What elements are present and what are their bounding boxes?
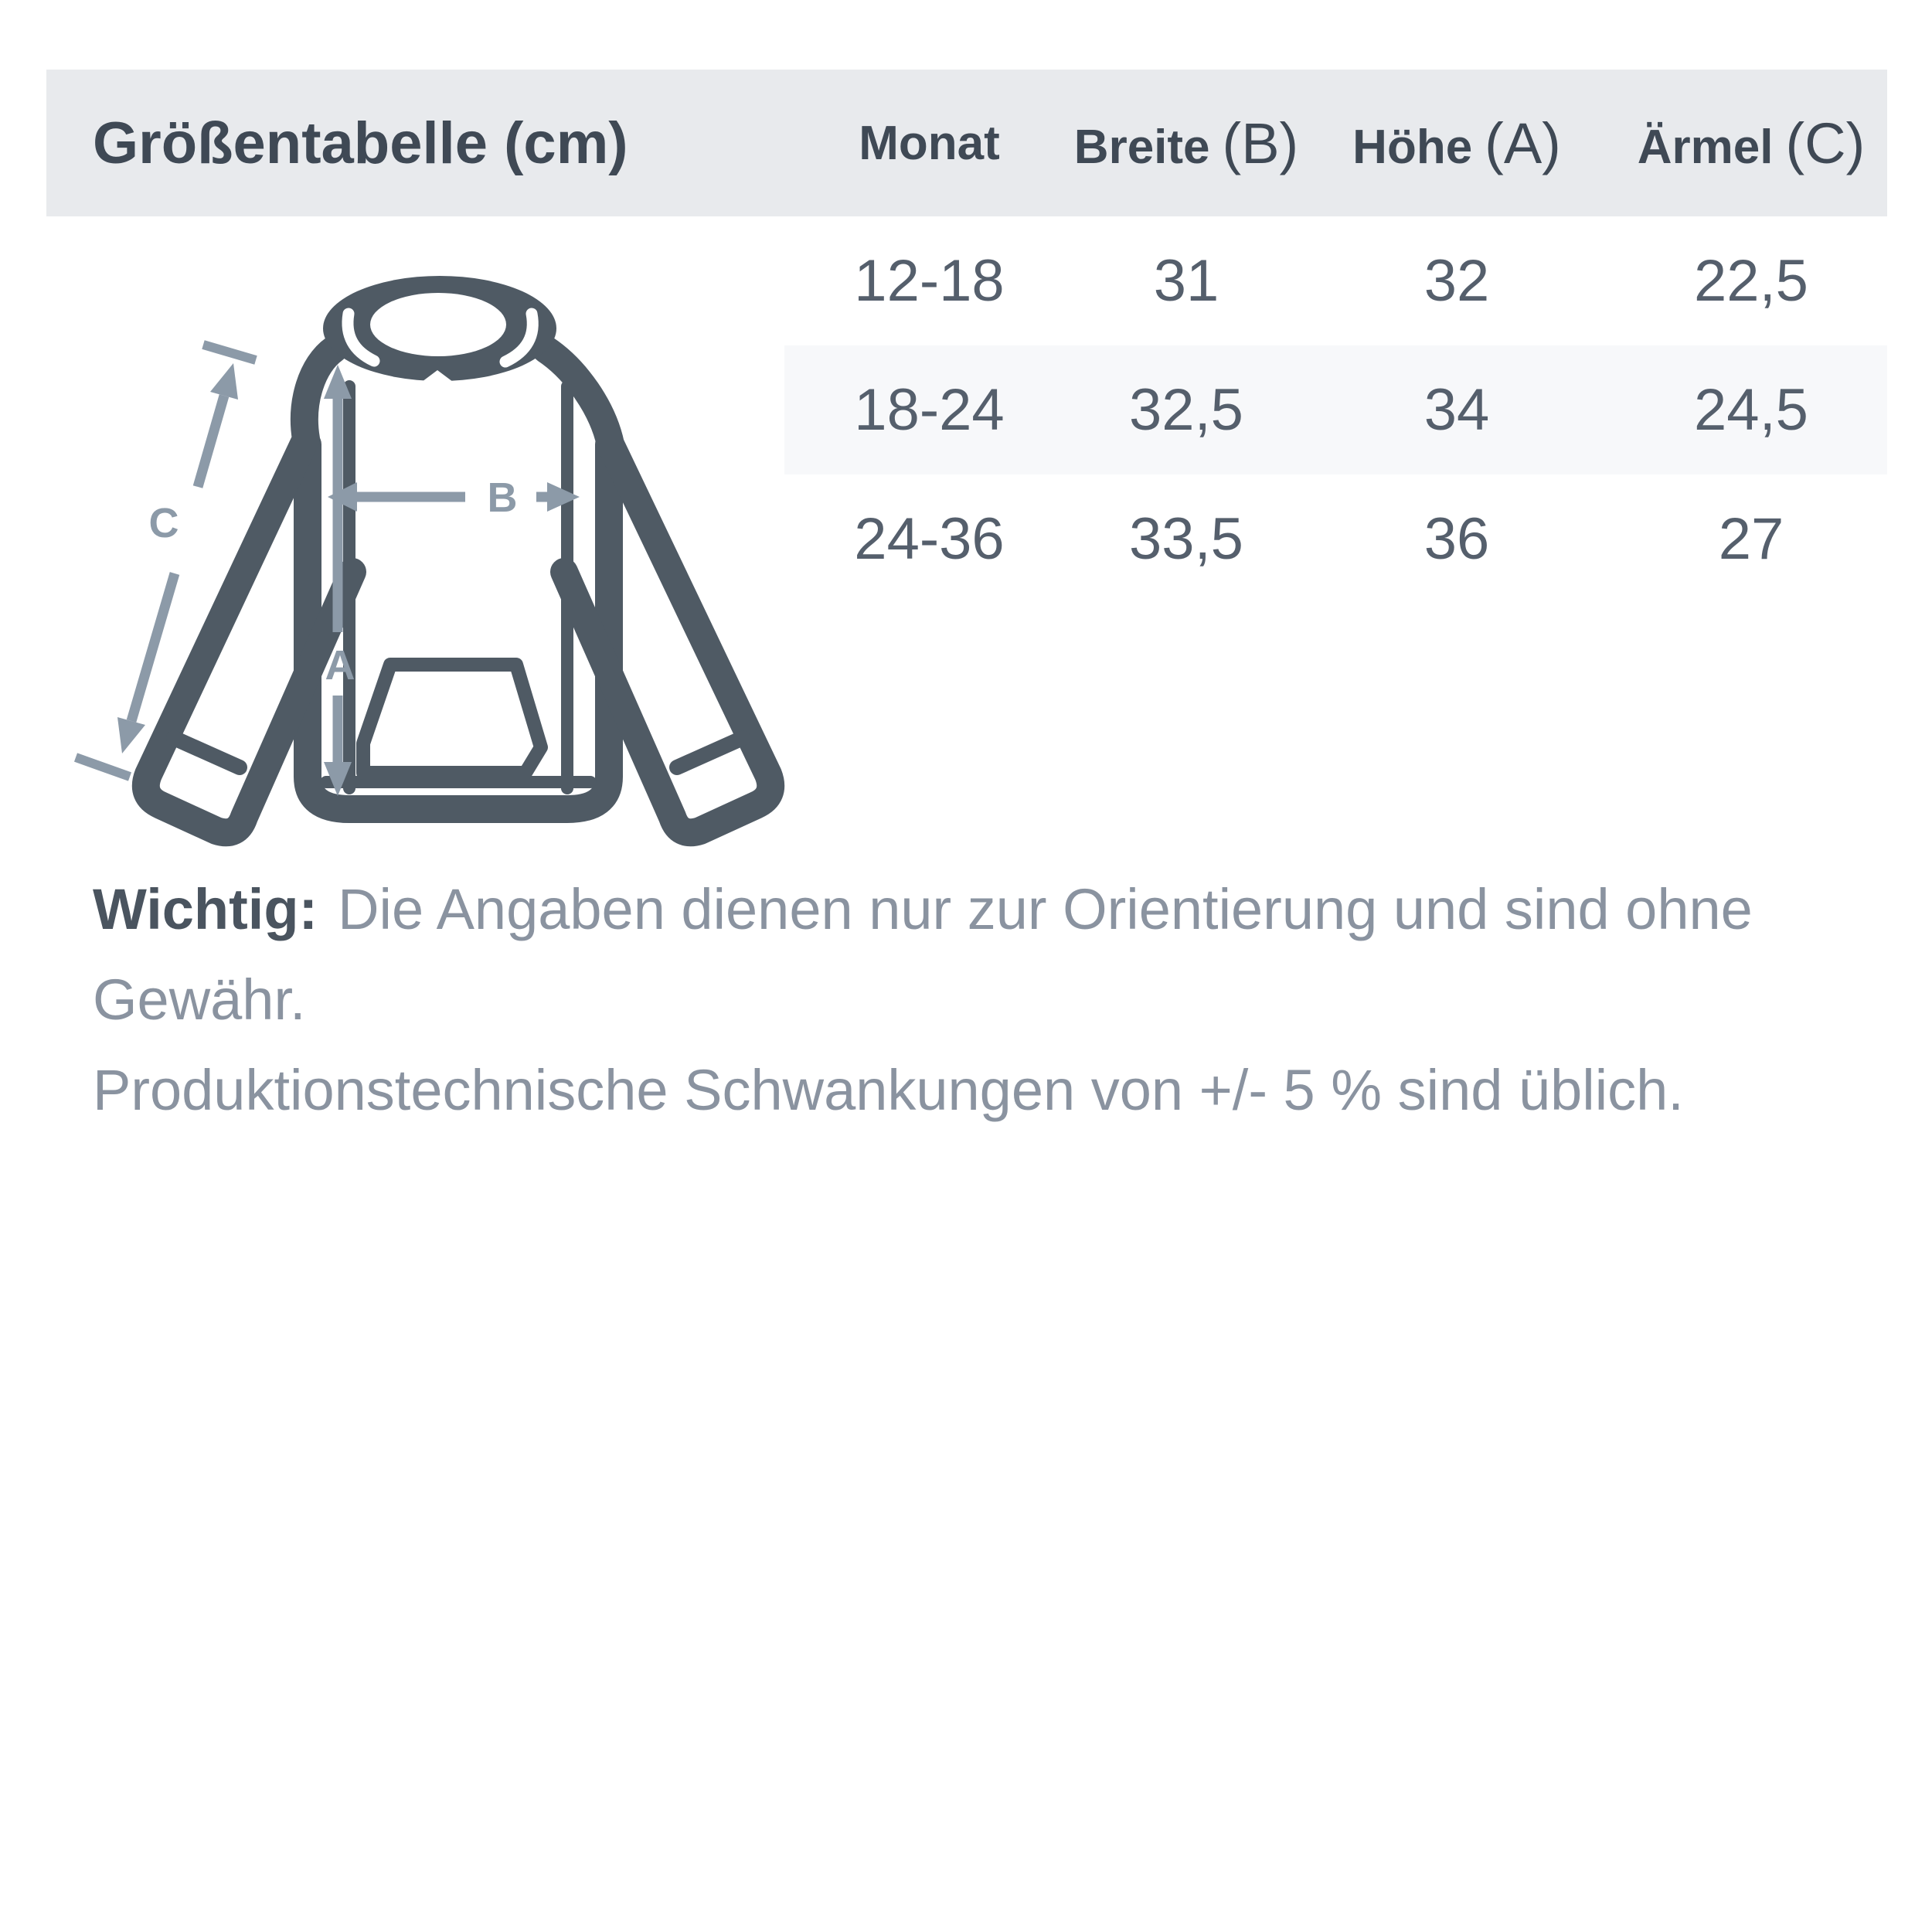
- cell-aermel: 22,5: [1694, 248, 1808, 314]
- table-row: [784, 345, 1887, 474]
- column-header-breite: [1074, 111, 1298, 176]
- arrow-b-right-head: [547, 482, 580, 512]
- table-row: [784, 216, 1887, 345]
- dimension-label-b: B: [487, 474, 518, 521]
- hood-right-fold: [505, 314, 532, 362]
- hood-opening: [370, 293, 506, 356]
- disclaimer-line-2: Produktionstechnische Schwankungen von +/- 5 % sind üblich.: [93, 1058, 1684, 1122]
- column-header-label: Breite: [1073, 120, 1210, 174]
- hoodie-right-sleeve: [546, 349, 770, 832]
- hoodie-left-cuff: [174, 738, 240, 767]
- column-header-label: Monat: [859, 116, 1000, 170]
- hoodie-body-outline: [308, 444, 609, 809]
- cell-breite: 33,5: [1129, 506, 1243, 572]
- arrow-b-left-head: [328, 482, 357, 512]
- column-header-dim-letter: (B): [1222, 111, 1299, 175]
- cell-breite: 31: [1153, 248, 1219, 314]
- column-header-label: Ärmel: [1637, 120, 1774, 174]
- column-header-dim-letter: (A): [1485, 111, 1561, 175]
- dimension-label-c: C: [148, 500, 179, 546]
- disclaimer-label: Wichtig:: [93, 877, 318, 941]
- cell-hoehe: 32: [1423, 248, 1490, 314]
- cell-monat: 24-36: [854, 506, 1005, 572]
- size-table-body: [784, 216, 1887, 604]
- cell-hoehe: 36: [1423, 506, 1490, 572]
- hood-left-fold: [348, 314, 374, 361]
- page-title: Größentabelle (cm): [93, 110, 628, 176]
- arrow-c-shaft-top: [198, 396, 224, 487]
- cell-aermel: 27: [1718, 506, 1784, 572]
- cell-breite: 32,5: [1129, 377, 1243, 443]
- disclaimer-note: [93, 864, 1870, 1135]
- disclaimer-text-1: Die Angaben dienen nur zur Orientierung und sind ohne Gewähr.: [93, 877, 1753, 1032]
- column-header-dim-letter: (C): [1785, 111, 1866, 175]
- hoodie-left-sleeve: [146, 349, 352, 832]
- cell-monat: 18-24: [854, 377, 1005, 443]
- hood-notch: [419, 370, 456, 384]
- column-header-label: Höhe: [1352, 120, 1473, 174]
- hoodie-right-cuff: [677, 738, 743, 767]
- arrow-c-shaft-bottom: [131, 573, 175, 721]
- column-header-monat: [784, 116, 1074, 171]
- cell-hoehe: 34: [1423, 377, 1490, 443]
- cell-aermel: 24,5: [1694, 377, 1808, 443]
- size-chart-header-bar: [46, 70, 1887, 216]
- arrow-c-down-head: [117, 717, 145, 753]
- hood-outer: [323, 276, 556, 381]
- table-row: [784, 474, 1887, 604]
- arrow-c-top-tick: [203, 345, 256, 360]
- hoodie-pocket: [363, 665, 541, 773]
- disclaimer-line-1: [93, 864, 1870, 1045]
- arrow-a-down-head: [324, 762, 352, 796]
- dimension-label-a: A: [325, 642, 355, 689]
- column-headers: [784, 70, 1887, 216]
- arrow-c-bottom-tick: [76, 757, 130, 777]
- arrow-c-up-head: [210, 363, 238, 400]
- cell-monat: 12-18: [854, 248, 1005, 314]
- column-header-aermel: [1615, 111, 1887, 176]
- arrow-a-up-head: [324, 365, 352, 399]
- column-header-hoehe: [1298, 111, 1615, 176]
